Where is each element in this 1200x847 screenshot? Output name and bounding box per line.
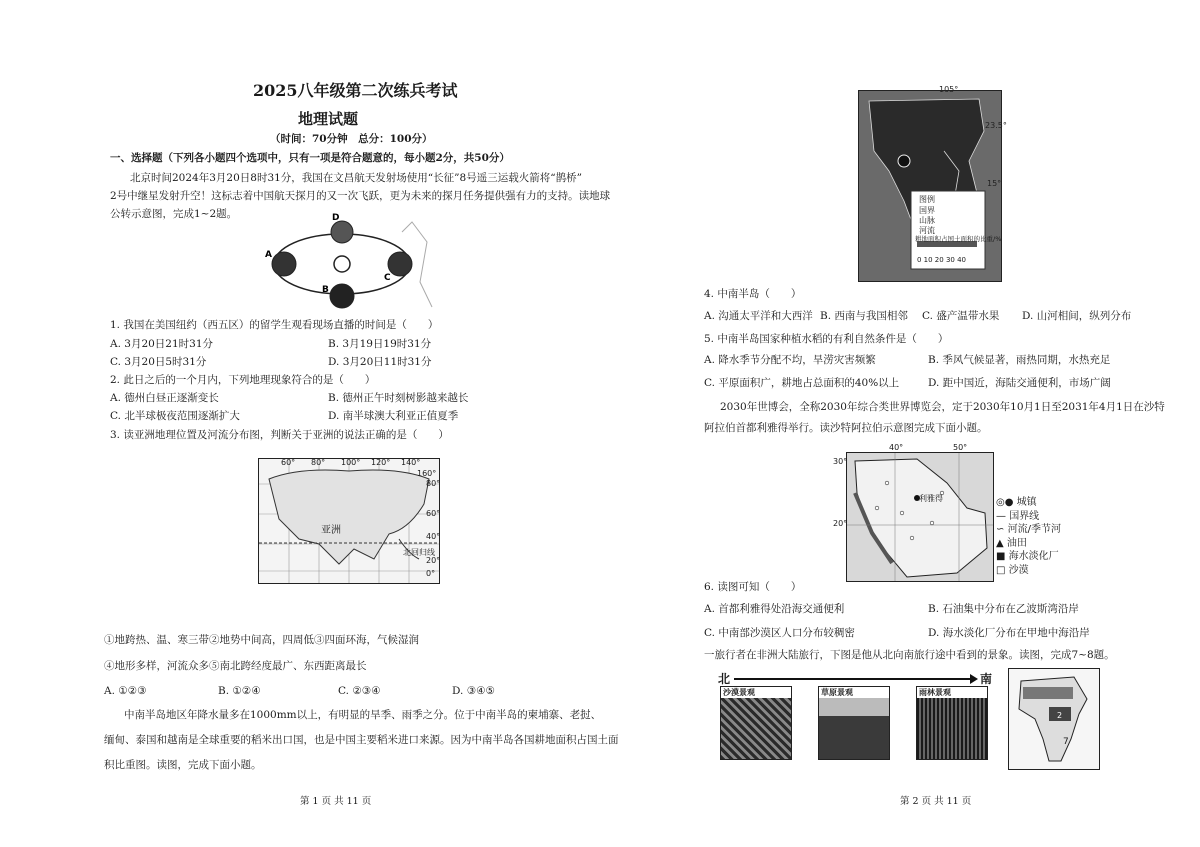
question-6: 6. 读图可知（ ）: [704, 581, 802, 593]
question-2: 2. 此日之后的一个月内，下列地理现象符合的是（ ）: [110, 374, 376, 386]
passage-4: 一旅行者在非洲大陆旅行，下图是他从北向南旅行途中看到的景象。读图，完成7~8题。: [704, 649, 1115, 661]
exam-title: 2025八年级第二次练兵考试: [253, 81, 458, 100]
page-2: [600, 0, 1200, 847]
legend-oil: ▲ 油田: [996, 537, 1027, 549]
indochina-map: [858, 85, 1007, 282]
q3-option-c[interactable]: C. ②③④: [338, 685, 381, 697]
se-legend-border: 国界: [919, 206, 935, 215]
africa-map: [1008, 668, 1100, 770]
asia-lat-0: 0°: [426, 569, 436, 578]
q5-option-c[interactable]: C. 平原面积广，耕地占总面积的40%以上: [704, 377, 900, 389]
q3-option-b[interactable]: B. ①②④: [218, 685, 261, 697]
north-south-arrow: [734, 674, 978, 684]
q6-option-a[interactable]: A. 首都利雅得处沿海交通便利: [704, 603, 845, 615]
saudi-lon-50: 50°: [953, 443, 968, 452]
q3-statements-2: ④地形多样，河流众多⑤南北跨经度最广、东西距离最长: [104, 660, 367, 672]
exam-subtitle: 地理试题: [298, 110, 359, 128]
q1-option-a[interactable]: A. 3月20日21时31分: [110, 338, 214, 350]
q2-option-a[interactable]: A. 德州白昼正逐渐变长: [110, 392, 219, 404]
question-1: 1. 我国在美国纽约（西五区）的留学生观看现场直播的时间是（ ）: [110, 319, 439, 331]
section-1-heading: 一、选择题（下列各小题四个选项中，只有一项是符合题意的，每小题2分，共50分）: [110, 152, 510, 164]
q4-option-d[interactable]: D. 山河相间，纵列分布: [1022, 310, 1132, 322]
intro-line-3: 公转示意图，完成1~2题。: [110, 208, 238, 220]
asia-lon-140: 140°: [401, 458, 421, 467]
orbit-label-a: A: [265, 250, 272, 260]
legend-desal: ■ 海水淡化厂: [996, 551, 1059, 562]
q3-option-a[interactable]: A. ①②③: [104, 685, 147, 697]
landscape-savanna: [818, 686, 890, 760]
asia-lon-100: 100°: [341, 458, 361, 467]
saudi-lat-30: 30°: [833, 457, 848, 466]
q2-option-c[interactable]: C. 北半球极夜范围逐渐扩大: [110, 410, 240, 422]
passage-2-line-1: 中南半岛地区年降水量多在1000mm以上，有明显的旱季、雨季之分。位于中南半岛的柬埔寨、老挝、: [124, 709, 602, 721]
q6-option-b[interactable]: B. 石油集中分布在乙波斯湾沿岸: [928, 603, 1079, 615]
se-map-lon-105: 105°: [939, 85, 959, 94]
q2-option-b[interactable]: B. 德州正午时刻树影越来越长: [328, 392, 469, 404]
landscape-rainforest-label: 雨林景观: [917, 687, 987, 698]
intro-line-1: 北京时间2024年3月20日8时31分，我国在文昌航天发射场使用“长征”8号遥三运载火箭将“鹊桥”: [130, 172, 582, 184]
asia-map: [258, 458, 440, 584]
asia-lat-80: 80°: [426, 479, 441, 488]
asia-lon-80: 80°: [311, 458, 326, 467]
landscape-rainforest: [916, 686, 988, 760]
landscape-desert: [720, 686, 792, 760]
asia-lon-120: 120°: [371, 458, 391, 467]
exam-time-info: （时间：70分钟 总分：100分）: [270, 133, 433, 145]
q1-option-d[interactable]: D. 3月20日11时31分: [328, 356, 432, 368]
passage-2-line-2: 缅甸、泰国和越南是全球重要的稻米出口国，也是中国主要稻米进口来源。因为中南半岛各国耕地面积占国土面: [104, 734, 619, 746]
asia-lat-20: 20°: [426, 556, 441, 565]
se-map-lat-15: 15°: [987, 179, 1002, 188]
question-4: 4. 中南半岛（ ）: [704, 288, 802, 300]
passage-3-line-2: 阿拉伯首都利雅得举行。读沙特阿拉伯示意图完成下面小题。: [704, 422, 988, 434]
passage-3-line-1: 2030年世博会，全称2030年综合类世界博览会，定于2030年10月1日至2031年4月1日在沙特: [720, 401, 1165, 413]
legend-town: ◎● 城镇: [996, 497, 1037, 508]
page-1-footer: 第 1 页 共 11 页: [300, 796, 372, 807]
q1-option-c[interactable]: C. 3月20日5时31分: [110, 356, 207, 368]
q4-option-b[interactable]: B. 西南与我国相邻: [820, 310, 908, 322]
q5-option-a[interactable]: A. 降水季节分配不均，旱涝灾害频繁: [704, 354, 876, 366]
town-icon: ◎●: [996, 497, 1014, 508]
passage-2-line-3: 积比重图。读图，完成下面小题。: [104, 759, 262, 771]
oilfield-icon: ▲: [996, 537, 1004, 549]
q6-option-d[interactable]: D. 海水淡化厂分布在甲地中海沿岸: [928, 627, 1090, 639]
q1-option-b[interactable]: B. 3月19日19时31分: [328, 338, 432, 350]
saudi-map-legend: [996, 496, 1061, 577]
legend-border: — 国界线: [996, 510, 1040, 522]
se-map-lat-23: 23.5°: [985, 121, 1007, 130]
se-legend-title: 图例: [919, 195, 935, 204]
q3-statements-1: ①地跨热、温、寒三带②地势中间高，四周低③四面环海，气候湿润: [104, 634, 419, 646]
saudi-lon-40: 40°: [889, 443, 904, 452]
earth-a-icon: [272, 252, 296, 276]
asia-region-label: 亚洲: [321, 525, 341, 536]
riyadh-label: 利雅得: [919, 494, 943, 503]
earth-d-icon: [331, 221, 353, 243]
earth-c-icon: [388, 252, 412, 276]
africa-label-2: 2: [1057, 711, 1063, 720]
q4-option-c[interactable]: C. 盛产温带水果: [922, 310, 1000, 322]
orbit-label-d: D: [332, 213, 340, 223]
orbit-label-b: B: [322, 285, 329, 295]
desal-plant-icon: ■: [996, 551, 1006, 562]
se-legend-ratio: 耕地面积占国土面积的比重/%: [915, 235, 1002, 243]
africa-label-7: 7: [1063, 737, 1069, 747]
asia-lat-60: 60°: [426, 509, 441, 518]
se-legend-scale: 0 10 20 30 40: [917, 256, 966, 264]
q6-option-c[interactable]: C. 中南部沙漠区人口分布较稠密: [704, 627, 855, 639]
direction-south: 南: [980, 672, 993, 686]
earth-orbit-diagram: [262, 212, 442, 317]
asia-lon-60: 60°: [281, 458, 296, 467]
legend-desert: □ 沙漠: [996, 564, 1029, 576]
direction-north: 北: [718, 672, 731, 686]
se-legend-mountain: 山脉: [919, 216, 935, 225]
q3-option-d[interactable]: D. ③④⑤: [452, 685, 495, 697]
desert-icon: □: [996, 564, 1006, 576]
saudi-lat-20: 20°: [833, 519, 848, 528]
legend-river: ∽ 河流/季节河: [996, 524, 1061, 535]
q4-option-a[interactable]: A. 沟通太平洋和大西洋: [704, 310, 813, 322]
landscape-savanna-label: 草原景观: [819, 687, 889, 698]
river-icon: ∽: [996, 524, 1005, 535]
orbit-label-c: C: [384, 273, 391, 283]
asia-lon-160: 160°: [417, 469, 437, 478]
q2-option-d[interactable]: D. 南半球澳大利亚正值夏季: [328, 410, 459, 422]
tropic-of-cancer-label: 北回归线: [403, 548, 435, 557]
border-line-icon: —: [996, 510, 1006, 522]
se-legend-river: 河流: [919, 226, 935, 235]
page-2-footer: 第 2 页 共 11 页: [900, 796, 972, 807]
question-5: 5. 中南半岛国家种植水稻的有利自然条件是（ ）: [704, 333, 949, 345]
earth-b-icon: [330, 284, 354, 308]
q5-option-b[interactable]: B. 季风气候显著，雨热同期，水热充足: [928, 354, 1111, 366]
saudi-arabia-map: [833, 443, 994, 582]
q5-option-d[interactable]: D. 距中国近，海陆交通便利，市场广阔: [928, 377, 1111, 389]
landscape-desert-label: 沙漠景观: [721, 687, 791, 698]
sun-icon: [334, 256, 350, 272]
question-3: 3. 读亚洲地理位置及河流分布图，判断关于亚洲的说法正确的是（ ）: [110, 429, 449, 441]
intro-line-2: 2号中继星发射升空！这标志着中国航天探月的又一次飞跃，更为未来的探月任务提供强有力的支持。读地球: [110, 190, 611, 202]
asia-lat-40: 40°: [426, 532, 441, 541]
